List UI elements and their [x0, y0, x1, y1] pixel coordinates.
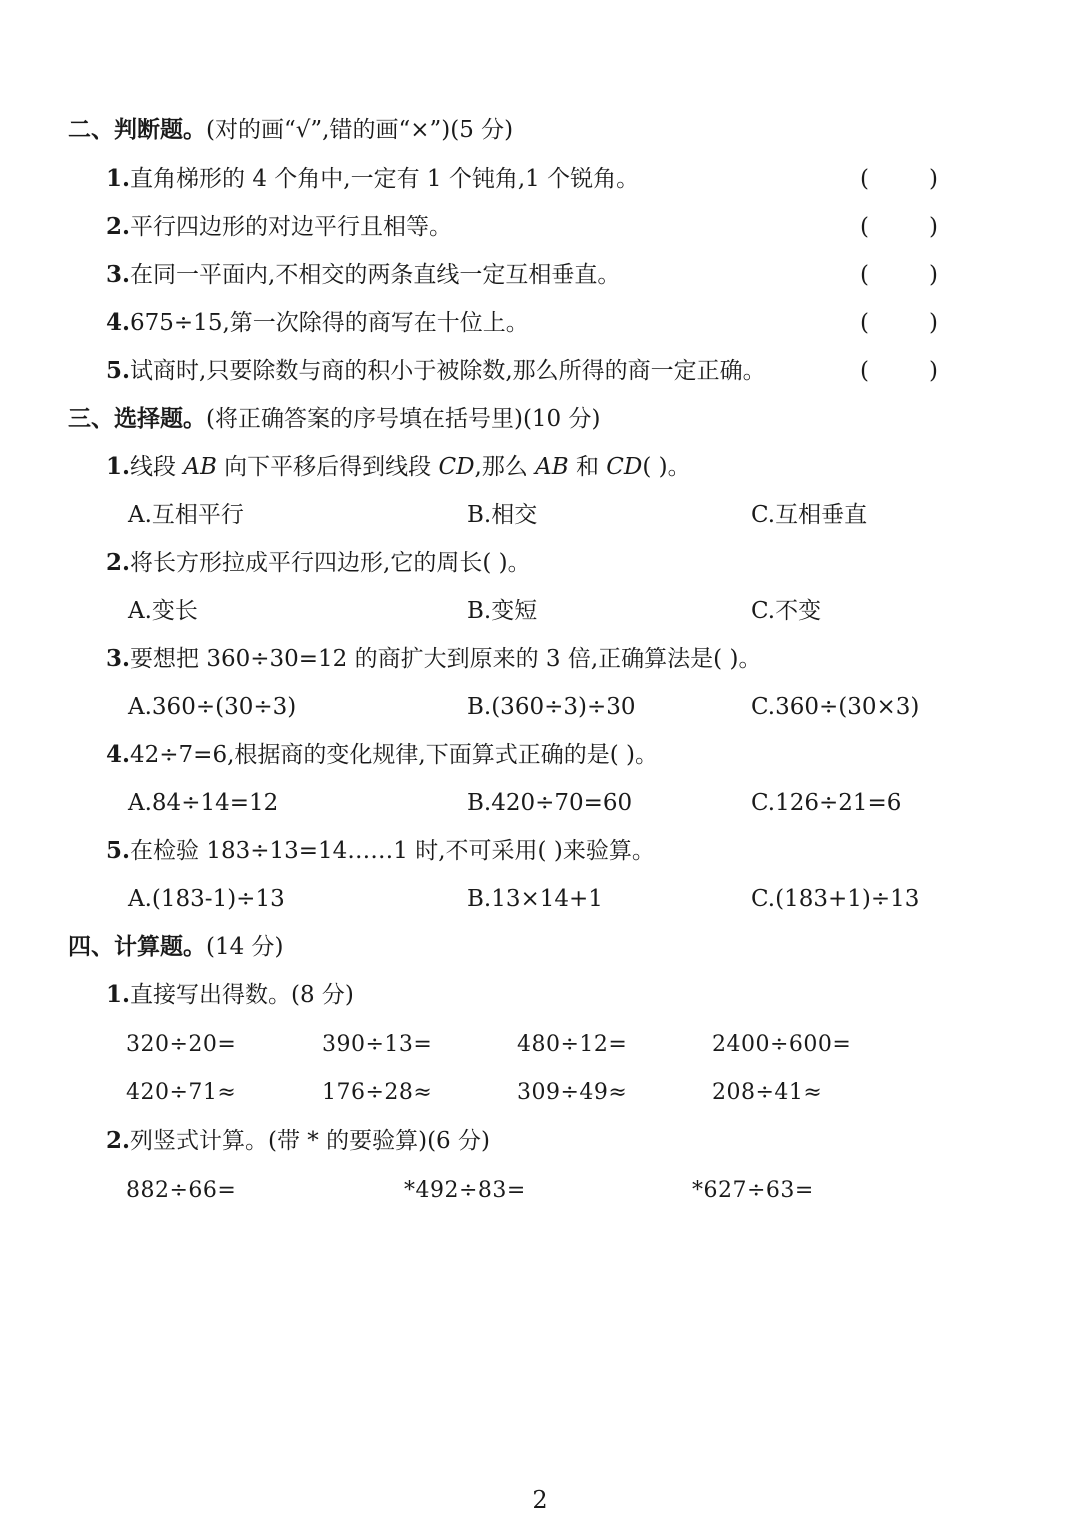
question-text: 在检验 183÷13=14……1 时,不可采用( )来验算。 [130, 838, 655, 864]
question-text: 42÷7=6,根据商的变化规律,下面算式正确的是( )。 [130, 742, 658, 768]
estimate-problem[interactable]: 176÷28≈ [322, 1080, 433, 1105]
page-number: 2 [532, 1486, 548, 1514]
item-number: 4. [106, 309, 131, 336]
paren-open: ( [860, 166, 869, 192]
answer-blank-3[interactable] [860, 260, 938, 290]
paren-close: ) [929, 166, 938, 192]
section-3-title: 三、选择题。 [68, 405, 206, 432]
paren-close: ) [929, 262, 938, 288]
option-a[interactable]: A.84÷14=12 [128, 790, 279, 816]
option-a[interactable]: A.变长 [128, 598, 198, 624]
segment-label: AB [183, 454, 217, 480]
paren-close: ) [929, 214, 938, 240]
choice-question-5 [106, 836, 655, 866]
question-text: 将长方形拉成平行四边形,它的周长( )。 [130, 550, 531, 576]
part-text: 直接写出得数。(8 分) [130, 982, 354, 1008]
vertical-calc-problem[interactable]: *492÷83= [404, 1178, 526, 1203]
paren-open: ( [860, 358, 869, 384]
calc-problem[interactable]: 320÷20= [126, 1032, 237, 1057]
item-text: 试商时,只要除数与商的积小于被除数,那么所得的商一定正确。 [130, 358, 766, 384]
item-text: 在同一平面内,不相交的两条直线一定互相垂直。 [130, 262, 621, 288]
calc-part-1-title [106, 980, 354, 1010]
answer-blank-1[interactable] [860, 164, 938, 194]
paren-close: ) [929, 358, 938, 384]
option-a[interactable]: A.互相平行 [128, 502, 244, 528]
true-false-item-1 [106, 164, 639, 194]
paren-close: ) [929, 310, 938, 336]
question-text: 要想把 360÷30=12 的商扩大到原来的 3 倍,正确算法是( )。 [130, 646, 762, 672]
segment-label: CD [606, 454, 643, 480]
estimate-problem[interactable]: 420÷71≈ [126, 1080, 237, 1105]
estimate-problem[interactable]: 309÷49≈ [517, 1080, 628, 1105]
choice-question-4 [106, 740, 658, 770]
section-4-note: (14 分) [206, 934, 284, 960]
paren-open: ( [860, 214, 869, 240]
calc-problem[interactable]: 390÷13= [322, 1032, 433, 1057]
question-text: ( )。 [642, 454, 691, 480]
option-b[interactable]: B.13×14+1 [467, 886, 603, 912]
section-4-title: 四、计算题。 [68, 933, 206, 960]
choice-question-1 [106, 452, 691, 482]
question-text: 和 [568, 454, 607, 480]
calc-problem[interactable]: 480÷12= [517, 1032, 628, 1057]
question-number: 4. [106, 741, 131, 768]
section-2-note: (对的画“√”,错的画“×”)(5 分) [206, 117, 514, 143]
true-false-item-4 [106, 308, 529, 338]
section-3-heading [68, 404, 600, 434]
section-3-note: (将正确答案的序号填在括号里)(10 分) [206, 406, 601, 432]
part-text: 列竖式计算。(带 * 的要验算)(6 分) [130, 1128, 490, 1154]
item-number: 2. [106, 213, 131, 240]
true-false-item-5 [106, 356, 766, 386]
option-c[interactable]: C.360÷(30×3) [751, 694, 920, 720]
option-c[interactable]: C.126÷21=6 [751, 790, 902, 816]
question-number: 3. [106, 645, 131, 672]
item-text: 675÷15,第一次除得的商写在十位上。 [130, 310, 529, 336]
option-b[interactable]: B.变短 [467, 598, 538, 624]
calc-part-2-title [106, 1126, 490, 1156]
part-number: 1. [106, 981, 131, 1008]
answer-blank-5[interactable] [860, 356, 938, 386]
paren-open: ( [860, 310, 869, 336]
paren-open: ( [860, 262, 869, 288]
question-text: 向下平移后得到线段 [216, 454, 439, 480]
calc-problem[interactable]: 2400÷600= [712, 1032, 852, 1057]
answer-blank-4[interactable] [860, 308, 938, 338]
vertical-calc-problem[interactable]: *627÷63= [692, 1178, 814, 1203]
option-b[interactable]: B.420÷70=60 [467, 790, 633, 816]
estimate-problem[interactable]: 208÷41≈ [712, 1080, 823, 1105]
question-number: 1. [106, 453, 131, 480]
item-number: 1. [106, 165, 131, 192]
option-a[interactable]: A.360÷(30÷3) [128, 694, 297, 720]
section-2-heading [68, 115, 513, 145]
option-a[interactable]: A.(183-1)÷13 [128, 886, 285, 912]
vertical-calc-problem[interactable]: 882÷66= [126, 1178, 237, 1203]
section-4-heading [68, 932, 284, 962]
part-number: 2. [106, 1127, 131, 1154]
choice-question-2 [106, 548, 531, 578]
question-text: 线段 [130, 454, 184, 480]
true-false-item-3 [106, 260, 620, 290]
item-text: 直角梯形的 4 个角中,一定有 1 个钝角,1 个锐角。 [130, 166, 640, 192]
option-b[interactable]: B.相交 [467, 502, 538, 528]
item-number: 5. [106, 357, 131, 384]
item-text: 平行四边形的对边平行且相等。 [130, 214, 453, 240]
segment-label: CD [438, 454, 475, 480]
choice-question-3 [106, 644, 761, 674]
true-false-item-2 [106, 212, 452, 242]
item-number: 3. [106, 261, 131, 288]
section-2-title: 二、判断题。 [68, 116, 206, 143]
option-b[interactable]: B.(360÷3)÷30 [467, 694, 636, 720]
option-c[interactable]: C.不变 [751, 598, 822, 624]
question-text: ,那么 [474, 454, 536, 480]
option-c[interactable]: C.(183+1)÷13 [751, 886, 920, 912]
answer-blank-2[interactable] [860, 212, 938, 242]
question-number: 2. [106, 549, 131, 576]
question-number: 5. [106, 837, 131, 864]
option-c[interactable]: C.互相垂直 [751, 502, 868, 528]
segment-label: AB [535, 454, 569, 480]
